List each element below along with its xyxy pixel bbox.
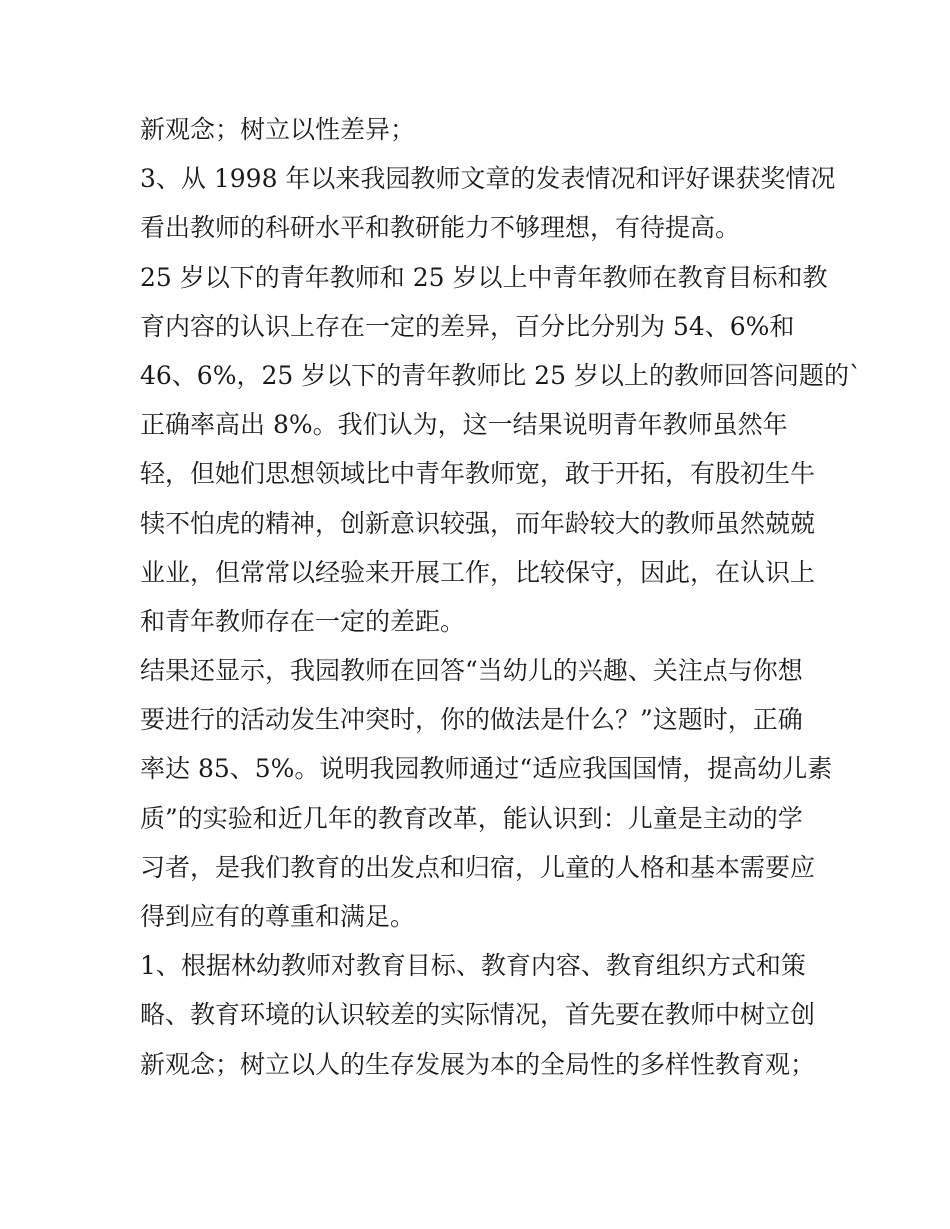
text-line: 率达 85、5%。说明我园教师通过“适应我国国情，提高幼儿素 <box>140 754 833 784</box>
text-line: 育内容的认识上存在一定的差异，百分比分别为 54、6%和 <box>140 311 795 341</box>
text-line: 新观念；树立以人的生存发展为本的全局性的多样性教育观； <box>140 1049 816 1079</box>
text-line: 新观念；树立以性差异； <box>140 115 416 144</box>
text-line: 质”的实验和近几年的教育改革，能认识到：儿童是主动的学 <box>140 803 803 833</box>
text-line: 和青年教师存在一定的差距。 <box>140 606 466 636</box>
body-text <box>140 110 862 1094</box>
text-line: 1、根据林幼教师对教育目标、教育内容、教育组织方式和策 <box>140 951 806 981</box>
text-line: 轻，但她们思想领域比中青年教师宽，敢于开拓，有股初生牛 <box>140 459 816 489</box>
text-line: 业业，但常常以经验来开展工作，比较保守，因此，在认识上 <box>140 557 816 587</box>
text-line: 略、教育环境的认识较差的实际情况，首先要在教师中树立创 <box>140 1000 816 1030</box>
text-line: 得到应有的尊重和满足。 <box>140 902 416 931</box>
text-line: 犊不怕虎的精神，创新意识较强，而年龄较大的教师虽然兢兢 <box>140 508 816 538</box>
text-line: 46、6%，25 岁以下的青年教师比 25 岁以上的教师回答问题的` <box>140 360 862 390</box>
text-line: 要进行的活动发生冲突时，你的做法是什么？”这题时，正确 <box>140 705 803 735</box>
text-line: 3、从 1998 年以来我园教师文章的发表情况和评好课获奖情况 <box>140 164 836 194</box>
text-line: 正确率高出 8%。我们认为，这一结果说明青年教师虽然年 <box>140 410 788 440</box>
text-line: 看出教师的科研水平和教研能力不够理想，有待提高。 <box>140 213 741 243</box>
text-line: 习者，是我们教育的出发点和归宿，儿童的人格和基本需要应 <box>140 852 816 882</box>
text-line: 25 岁以下的青年教师和 25 岁以上中青年教师在教育目标和教 <box>140 262 828 292</box>
text-line: 结果还显示，我园教师在回答“当幼儿的兴趣、关注点与你想 <box>140 656 803 686</box>
